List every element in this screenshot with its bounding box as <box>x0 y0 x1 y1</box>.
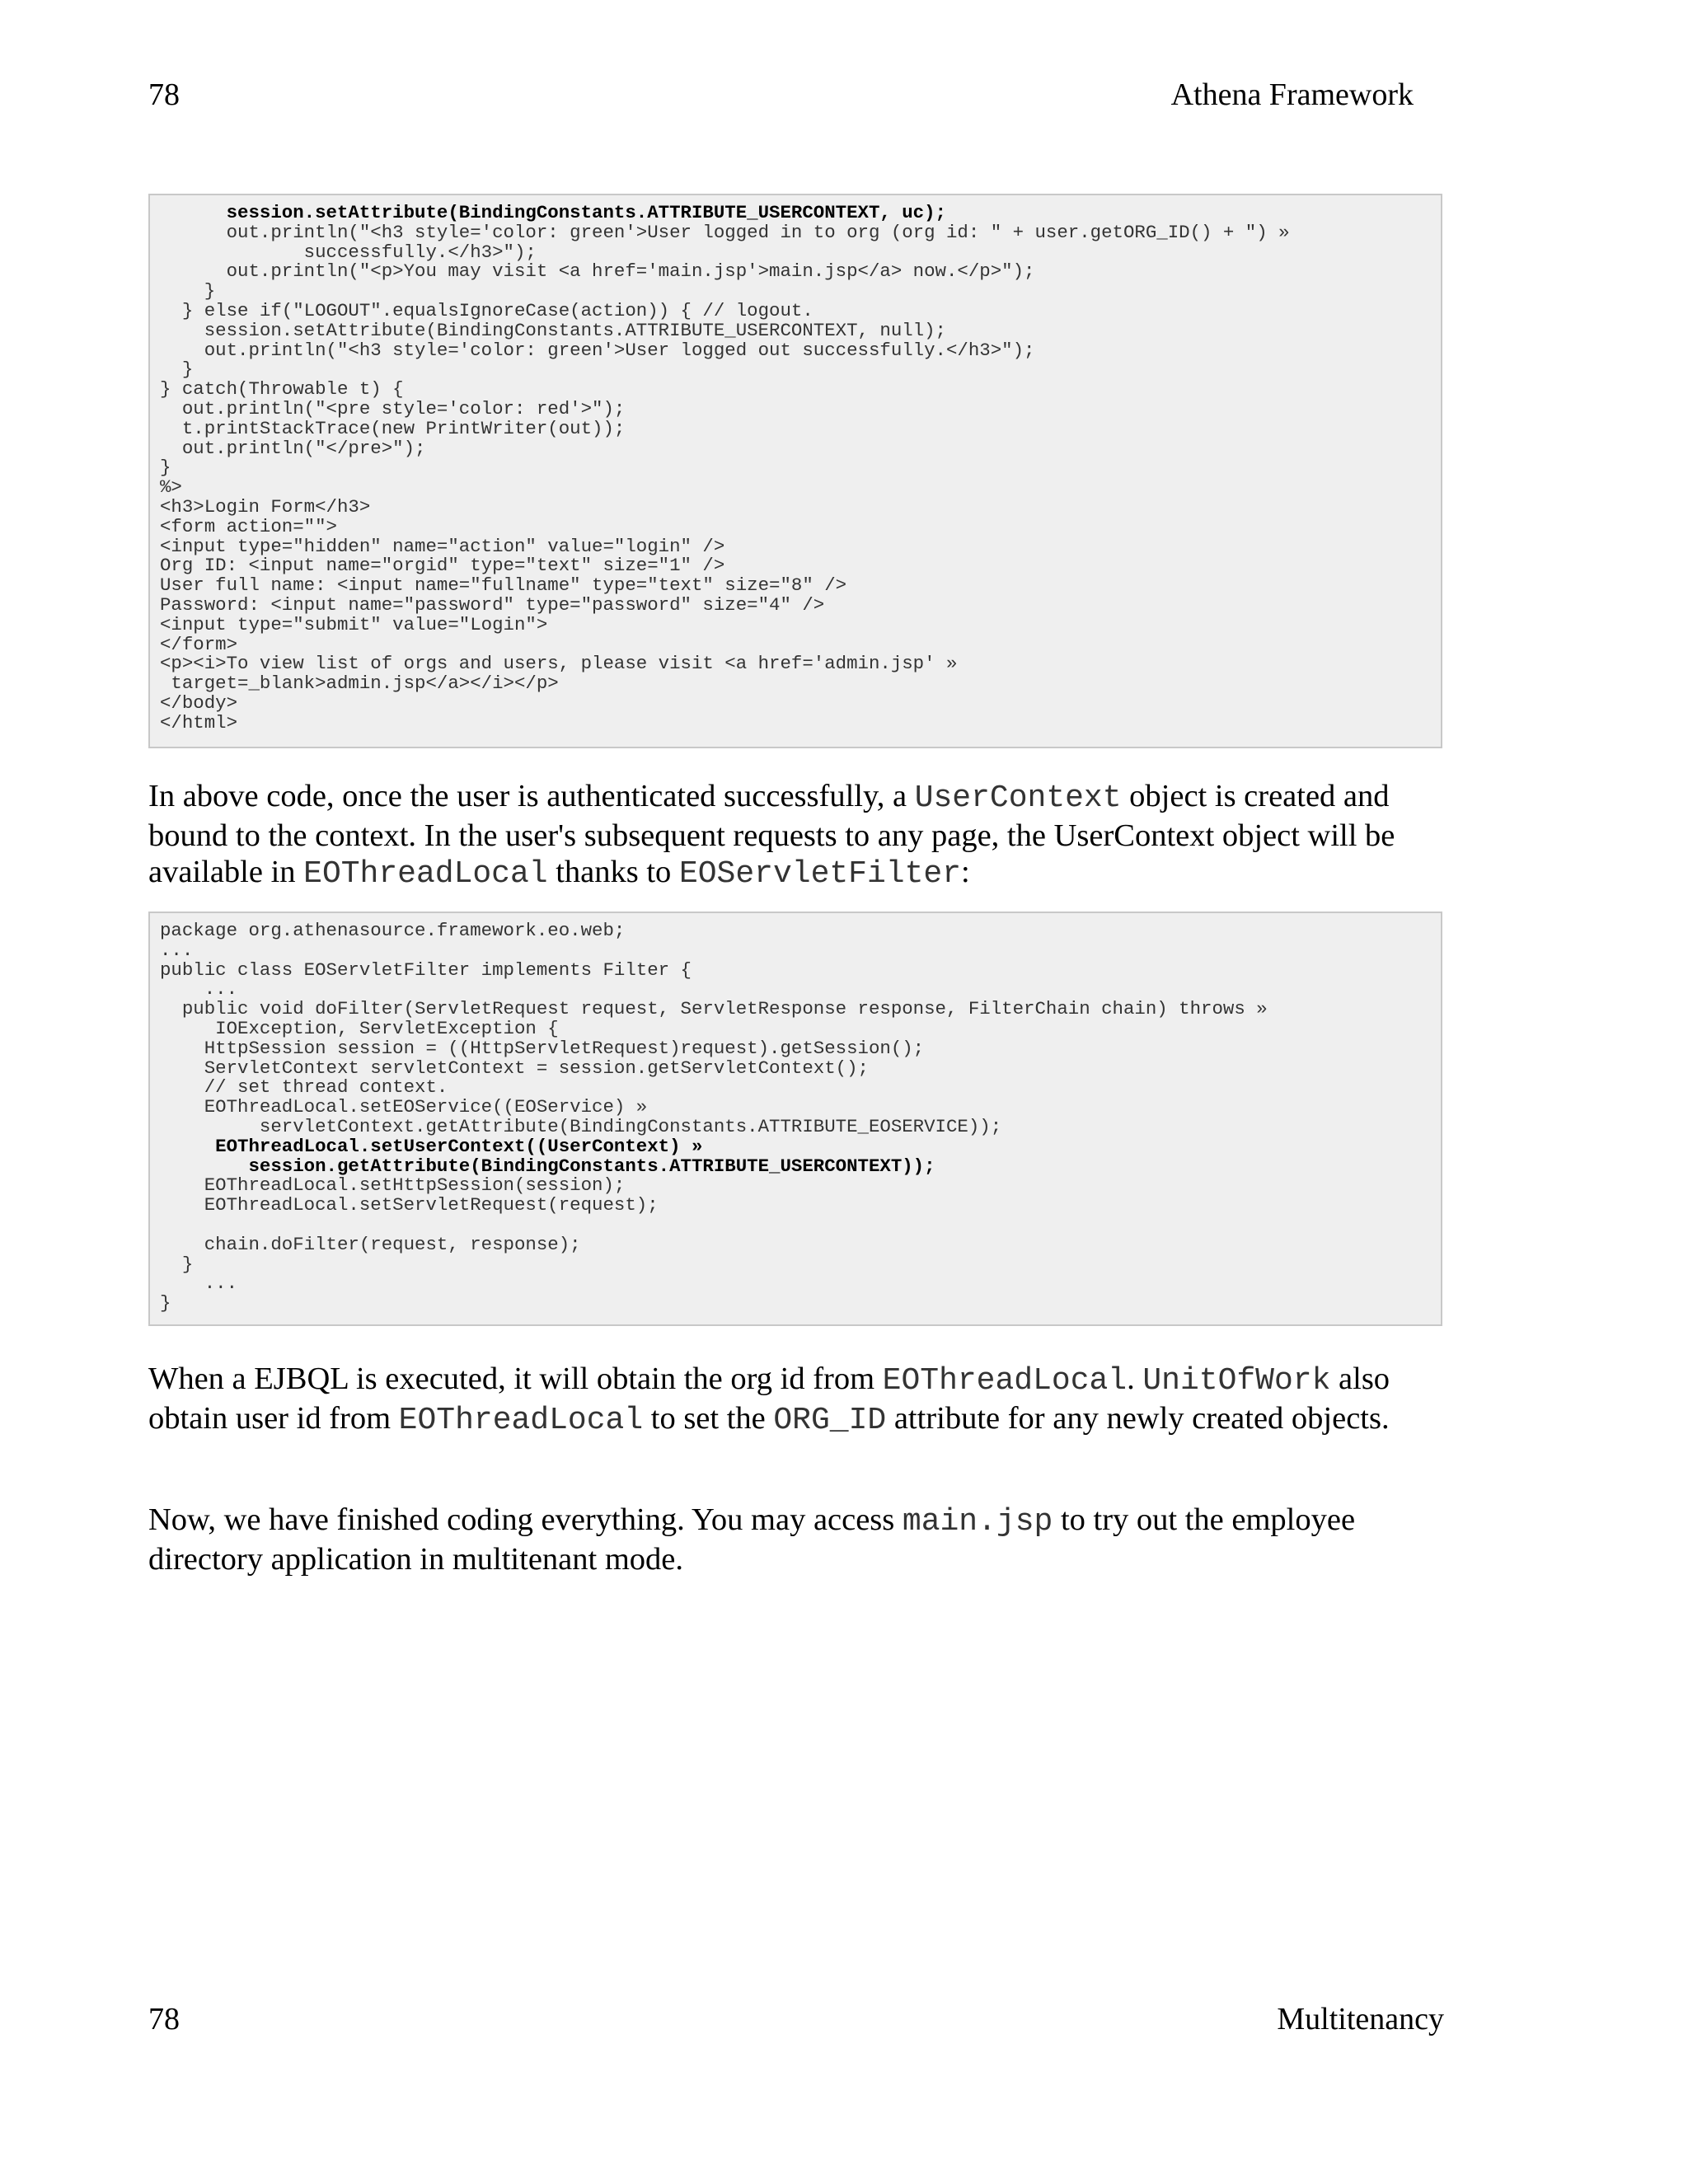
footer-chapter-title: Multitenancy <box>1277 2002 1444 2036</box>
text-run: attribute for any newly created objects. <box>886 1400 1390 1436</box>
code-line: EOThreadLocal.setEOService((EOService) » <box>160 1096 648 1118</box>
text-run: In above code, once the user is authenticated successfully, a <box>148 779 915 813</box>
body-paragraph-ejbql <box>148 1361 1451 1439</box>
code-line: Org ID: <input name="orgid" type="text" size="1" /> <box>160 555 725 577</box>
code-line: ServletContext servletContext = session.getServletContext(); <box>160 1057 869 1079</box>
code-block-jsp-login <box>148 194 1442 748</box>
code-line: t.printStackTrace(new PrintWriter(out)); <box>160 417 626 439</box>
text-run: : <box>961 855 970 889</box>
code-line: public void doFilter(ServletRequest request, ServletResponse response, FilterChain chain) throws » <box>160 998 1268 1020</box>
code-line: out.println("<pre style='color: red'>"); <box>160 397 626 419</box>
text-run: When a EJBQL is executed, it will obtain the org id from <box>148 1361 883 1396</box>
text-run: object is created and bound to the context. In the user's subsequent requests to any page, the UserContext object will be available in <box>148 779 1395 889</box>
code-line: } <box>160 1253 194 1275</box>
running-header-title: Athena Framework <box>1170 77 1414 112</box>
code-line: EOThreadLocal.setUserContext((UserContext) » <box>160 1135 703 1157</box>
inline-code: EOServletFilter <box>678 856 961 892</box>
code-line: // set thread context. <box>160 1076 448 1099</box>
code-line: out.println("</pre>"); <box>160 437 426 459</box>
code-line: EOThreadLocal.setHttpSession(session); <box>160 1174 626 1197</box>
code-line: public class EOServletFilter implements Filter { <box>160 958 692 981</box>
code-listing <box>160 921 1441 1314</box>
code-line: </body> <box>160 691 238 714</box>
inline-code: ORG_ID <box>773 1402 887 1438</box>
code-line: ... <box>160 939 194 961</box>
code-line: package org.athenasource.framework.eo.web; <box>160 920 626 941</box>
code-line: session.setAttribute(BindingConstants.ATTRIBUTE_USERCONTEXT, uc); <box>160 202 946 223</box>
inline-code: main.jsp <box>902 1504 1053 1540</box>
code-line: } <box>160 457 171 479</box>
inline-code: UserContext <box>914 780 1122 816</box>
inline-code: EOThreadLocal <box>398 1402 644 1438</box>
code-line: Password: <input name="password" type="password" size="4" /> <box>160 593 825 616</box>
text-run: . <box>1127 1361 1143 1396</box>
code-line: User full name: <input name="fullname" type="text" size="8" /> <box>160 574 847 597</box>
code-line: <form action=""> <box>160 515 337 537</box>
text-run: to try out the employee directory application in multitenant mode. <box>148 1502 1356 1577</box>
code-line: <h3>Login Form</h3> <box>160 495 371 518</box>
body-paragraph-finished <box>148 1502 1451 1577</box>
page-number: 78 <box>148 77 180 112</box>
code-line: } <box>160 1292 171 1315</box>
text-run: to set the <box>643 1400 774 1436</box>
text-run: Now, we have finished coding everything. You may access <box>148 1502 903 1537</box>
code-line: } <box>160 359 194 381</box>
code-line: EOThreadLocal.setServletRequest(request); <box>160 1194 659 1216</box>
code-line: successfully.</h3>"); <box>160 241 537 263</box>
code-line: } catch(Throwable t) { <box>160 378 404 401</box>
code-line: session.setAttribute(BindingConstants.ATTRIBUTE_USERCONTEXT, null); <box>160 319 946 341</box>
code-line: chain.doFilter(request, response); <box>160 1233 581 1255</box>
code-line: </form> <box>160 633 238 655</box>
code-line: session.getAttribute(BindingConstants.ATTRIBUTE_USERCONTEXT)); <box>160 1155 935 1177</box>
inline-code: UnitOfWork <box>1142 1363 1331 1399</box>
text-run: thanks to <box>547 855 679 889</box>
code-line: %> <box>160 476 182 499</box>
text-run: also obtain user id from <box>148 1361 1390 1436</box>
code-line: <p><i>To view list of orgs and users, please visit <a href='admin.jsp' » <box>160 653 958 675</box>
code-line: out.println("<h3 style='color: green'>User logged out successfully.</h3>"); <box>160 339 1035 361</box>
code-line: ... <box>160 978 238 1001</box>
inline-code: EOThreadLocal <box>303 856 548 892</box>
code-line: ... <box>160 1272 238 1295</box>
code-listing <box>160 204 1441 733</box>
code-line: <input type="submit" value="Login"> <box>160 613 548 635</box>
code-line: out.println("<h3 style='color: green'>User logged in to org (org id: " + user.getORG_ID() + ") » <box>160 221 1290 243</box>
code-line: <input type="hidden" name="action" value="login" /> <box>160 535 725 557</box>
code-line: servletContext.getAttribute(BindingConstants.ATTRIBUTE_EOSERVICE)); <box>160 1115 1002 1137</box>
inline-code: EOThreadLocal <box>882 1363 1128 1399</box>
code-line: IOException, ServletException { <box>160 1017 559 1039</box>
footer-page-number: 78 <box>148 2002 180 2036</box>
code-line: </html> <box>160 711 238 733</box>
code-block-servlet-filter <box>148 912 1442 1326</box>
code-line: target=_blank>admin.jsp</a></i></p> <box>160 673 559 695</box>
code-line: out.println("<p>You may visit <a href='main.jsp'>main.jsp</a> now.</p>"); <box>160 260 1035 283</box>
body-paragraph-usercontext <box>148 778 1451 893</box>
code-line: } <box>160 280 216 302</box>
code-line: HttpSession session = ((HttpServletRequest)request).getSession(); <box>160 1037 925 1059</box>
code-line: } else if("LOGOUT".equalsIgnoreCase(action)) { // logout. <box>160 299 814 321</box>
